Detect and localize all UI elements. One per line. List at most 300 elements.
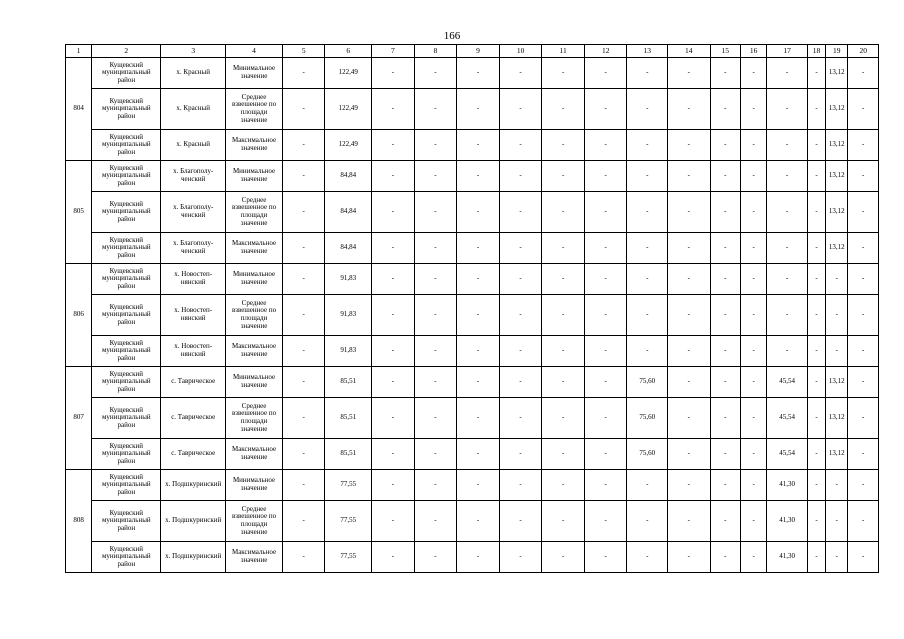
- empty-cell: -: [542, 542, 585, 573]
- value-cell: 13,12: [826, 130, 848, 161]
- settlement-cell: х. Благополу-ченский: [161, 233, 226, 264]
- empty-cell: -: [807, 130, 825, 161]
- empty-cell: -: [584, 58, 627, 89]
- value-cell: 84,84: [325, 161, 372, 192]
- value-cell: -: [826, 501, 848, 542]
- value-cell: -: [627, 295, 668, 336]
- empty-cell: -: [542, 58, 585, 89]
- empty-cell: -: [372, 130, 415, 161]
- empty-cell: -: [584, 542, 627, 573]
- value-cell: 75,60: [627, 367, 668, 398]
- empty-cell: -: [282, 264, 325, 295]
- empty-cell: -: [710, 336, 740, 367]
- empty-cell: -: [282, 161, 325, 192]
- row-number: 806: [66, 264, 92, 367]
- empty-cell: -: [668, 192, 711, 233]
- value-cell: -: [767, 161, 808, 192]
- empty-cell: -: [807, 233, 825, 264]
- value-cell: 85,51: [325, 398, 372, 439]
- value-cell: -: [767, 295, 808, 336]
- page-number: 166: [443, 30, 461, 42]
- empty-cell: -: [807, 264, 825, 295]
- district-cell: Кущевский муниципальный район: [92, 336, 161, 367]
- statistic-label: Минимальное значение: [226, 264, 283, 295]
- empty-cell: -: [414, 398, 457, 439]
- empty-cell: -: [372, 501, 415, 542]
- value-cell: 77,55: [325, 470, 372, 501]
- value-cell: 122,49: [325, 130, 372, 161]
- empty-cell: -: [710, 501, 740, 542]
- column-header: 18: [807, 45, 825, 58]
- empty-cell: -: [457, 501, 500, 542]
- row-number: 804: [66, 58, 92, 161]
- empty-cell: -: [848, 58, 879, 89]
- empty-cell: -: [668, 130, 711, 161]
- empty-cell: -: [457, 542, 500, 573]
- column-header: 13: [627, 45, 668, 58]
- empty-cell: -: [668, 58, 711, 89]
- empty-cell: -: [457, 398, 500, 439]
- value-cell: -: [767, 233, 808, 264]
- settlement-cell: х. Новостеп-нянский: [161, 336, 226, 367]
- empty-cell: -: [542, 192, 585, 233]
- value-cell: -: [767, 130, 808, 161]
- statistic-label: Максимальное значение: [226, 336, 283, 367]
- column-header: 12: [584, 45, 627, 58]
- empty-cell: -: [499, 398, 542, 439]
- empty-cell: -: [668, 264, 711, 295]
- empty-cell: -: [282, 336, 325, 367]
- row-number: 807: [66, 367, 92, 470]
- table-row: [66, 130, 879, 161]
- empty-cell: -: [499, 295, 542, 336]
- value-cell: -: [627, 130, 668, 161]
- empty-cell: -: [740, 336, 766, 367]
- empty-cell: -: [710, 542, 740, 573]
- empty-cell: -: [848, 130, 879, 161]
- value-cell: -: [627, 58, 668, 89]
- district-cell: Кущевский муниципальный район: [92, 89, 161, 130]
- value-cell: 41,30: [767, 542, 808, 573]
- empty-cell: -: [710, 264, 740, 295]
- empty-cell: -: [584, 439, 627, 470]
- district-cell: Кущевский муниципальный район: [92, 542, 161, 573]
- empty-cell: -: [372, 264, 415, 295]
- table-row: [66, 264, 879, 295]
- empty-cell: -: [668, 89, 711, 130]
- value-cell: 13,12: [826, 89, 848, 130]
- column-header: 16: [740, 45, 766, 58]
- statistic-label: Среднее взвешенное по площади значение: [226, 192, 283, 233]
- empty-cell: -: [414, 470, 457, 501]
- value-cell: 91,83: [325, 264, 372, 295]
- settlement-cell: х. Подшкуринский: [161, 470, 226, 501]
- empty-cell: -: [499, 233, 542, 264]
- empty-cell: -: [499, 336, 542, 367]
- value-cell: 45,54: [767, 398, 808, 439]
- empty-cell: -: [584, 233, 627, 264]
- value-cell: -: [767, 58, 808, 89]
- district-cell: Кущевский муниципальный район: [92, 264, 161, 295]
- empty-cell: -: [807, 58, 825, 89]
- settlement-cell: х. Благополу-ченский: [161, 161, 226, 192]
- empty-cell: -: [499, 161, 542, 192]
- empty-cell: -: [542, 501, 585, 542]
- statistic-label: Минимальное значение: [226, 58, 283, 89]
- empty-cell: -: [457, 470, 500, 501]
- value-cell: 85,51: [325, 367, 372, 398]
- table-row: [66, 501, 879, 542]
- empty-cell: -: [740, 439, 766, 470]
- column-header: 8: [414, 45, 457, 58]
- empty-cell: -: [282, 439, 325, 470]
- value-cell: 41,30: [767, 501, 808, 542]
- empty-cell: -: [584, 89, 627, 130]
- empty-cell: -: [499, 58, 542, 89]
- empty-cell: -: [414, 233, 457, 264]
- settlement-cell: с. Таврическое: [161, 367, 226, 398]
- district-cell: Кущевский муниципальный район: [92, 58, 161, 89]
- value-cell: -: [627, 542, 668, 573]
- district-cell: Кущевский муниципальный район: [92, 501, 161, 542]
- value-cell: 13,12: [826, 233, 848, 264]
- empty-cell: -: [848, 336, 879, 367]
- table-row: [66, 367, 879, 398]
- empty-cell: -: [414, 130, 457, 161]
- empty-cell: -: [710, 192, 740, 233]
- empty-cell: -: [457, 130, 500, 161]
- empty-cell: -: [499, 130, 542, 161]
- empty-cell: -: [848, 89, 879, 130]
- empty-cell: -: [740, 295, 766, 336]
- empty-cell: -: [499, 542, 542, 573]
- empty-cell: -: [282, 58, 325, 89]
- header-row: [66, 45, 879, 58]
- empty-cell: -: [807, 89, 825, 130]
- empty-cell: -: [414, 501, 457, 542]
- empty-cell: -: [414, 89, 457, 130]
- empty-cell: -: [372, 161, 415, 192]
- empty-cell: -: [807, 398, 825, 439]
- empty-cell: -: [584, 161, 627, 192]
- empty-cell: -: [848, 192, 879, 233]
- empty-cell: -: [457, 439, 500, 470]
- settlement-cell: х. Благополу-ченский: [161, 192, 226, 233]
- value-cell: 91,83: [325, 336, 372, 367]
- empty-cell: -: [414, 295, 457, 336]
- empty-cell: -: [584, 264, 627, 295]
- empty-cell: -: [372, 336, 415, 367]
- empty-cell: -: [499, 367, 542, 398]
- empty-cell: -: [499, 470, 542, 501]
- empty-cell: -: [848, 439, 879, 470]
- empty-cell: -: [807, 501, 825, 542]
- data-table: [65, 44, 879, 573]
- empty-cell: -: [414, 439, 457, 470]
- empty-cell: -: [372, 542, 415, 573]
- empty-cell: -: [542, 398, 585, 439]
- value-cell: -: [767, 192, 808, 233]
- empty-cell: -: [584, 130, 627, 161]
- empty-cell: -: [499, 439, 542, 470]
- value-cell: -: [826, 336, 848, 367]
- value-cell: -: [767, 336, 808, 367]
- value-cell: -: [627, 161, 668, 192]
- empty-cell: -: [372, 89, 415, 130]
- statistic-label: Максимальное значение: [226, 130, 283, 161]
- empty-cell: -: [414, 264, 457, 295]
- empty-cell: -: [372, 58, 415, 89]
- column-header: 20: [848, 45, 879, 58]
- column-header: 6: [325, 45, 372, 58]
- statistic-label: Среднее взвешенное по площади значение: [226, 501, 283, 542]
- statistic-label: Среднее взвешенное по площади значение: [226, 89, 283, 130]
- value-cell: -: [826, 264, 848, 295]
- value-cell: 45,54: [767, 439, 808, 470]
- empty-cell: -: [282, 367, 325, 398]
- empty-cell: -: [542, 336, 585, 367]
- empty-cell: -: [414, 192, 457, 233]
- value-cell: 85,51: [325, 439, 372, 470]
- table-row: [66, 295, 879, 336]
- empty-cell: -: [807, 542, 825, 573]
- empty-cell: -: [740, 264, 766, 295]
- empty-cell: -: [807, 295, 825, 336]
- empty-cell: -: [282, 130, 325, 161]
- empty-cell: -: [807, 470, 825, 501]
- empty-cell: -: [414, 161, 457, 192]
- table-row: [66, 336, 879, 367]
- empty-cell: -: [584, 501, 627, 542]
- empty-cell: -: [848, 295, 879, 336]
- settlement-cell: с. Таврическое: [161, 398, 226, 439]
- empty-cell: -: [710, 233, 740, 264]
- table-row: [66, 161, 879, 192]
- empty-cell: -: [282, 542, 325, 573]
- empty-cell: -: [372, 470, 415, 501]
- empty-cell: -: [457, 161, 500, 192]
- district-cell: Кущевский муниципальный район: [92, 130, 161, 161]
- district-cell: Кущевский муниципальный район: [92, 439, 161, 470]
- empty-cell: -: [710, 470, 740, 501]
- column-header: 1: [66, 45, 92, 58]
- empty-cell: -: [584, 192, 627, 233]
- statistic-label: Среднее взвешенное по площади значение: [226, 295, 283, 336]
- empty-cell: -: [740, 501, 766, 542]
- empty-cell: -: [372, 295, 415, 336]
- table-body: [66, 58, 879, 573]
- empty-cell: -: [710, 439, 740, 470]
- district-cell: Кущевский муниципальный район: [92, 192, 161, 233]
- value-cell: 75,60: [627, 398, 668, 439]
- empty-cell: -: [542, 295, 585, 336]
- value-cell: 77,55: [325, 542, 372, 573]
- empty-cell: -: [807, 161, 825, 192]
- column-header: 7: [372, 45, 415, 58]
- empty-cell: -: [740, 130, 766, 161]
- empty-cell: -: [372, 192, 415, 233]
- empty-cell: -: [668, 542, 711, 573]
- empty-cell: -: [414, 367, 457, 398]
- value-cell: -: [767, 264, 808, 295]
- column-header: 11: [542, 45, 585, 58]
- empty-cell: -: [499, 264, 542, 295]
- value-cell: 75,60: [627, 439, 668, 470]
- value-cell: -: [627, 264, 668, 295]
- empty-cell: -: [499, 501, 542, 542]
- district-cell: Кущевский муниципальный район: [92, 161, 161, 192]
- empty-cell: -: [499, 89, 542, 130]
- value-cell: 84,84: [325, 233, 372, 264]
- value-cell: -: [826, 542, 848, 573]
- empty-cell: -: [668, 398, 711, 439]
- settlement-cell: х. Красный: [161, 89, 226, 130]
- row-number: 805: [66, 161, 92, 264]
- empty-cell: -: [848, 367, 879, 398]
- statistic-label: Минимальное значение: [226, 470, 283, 501]
- empty-cell: -: [668, 161, 711, 192]
- empty-cell: -: [668, 439, 711, 470]
- empty-cell: -: [457, 367, 500, 398]
- empty-cell: -: [807, 439, 825, 470]
- settlement-cell: х. Подшкуринский: [161, 542, 226, 573]
- empty-cell: -: [740, 233, 766, 264]
- empty-cell: -: [848, 161, 879, 192]
- empty-cell: -: [584, 470, 627, 501]
- district-cell: Кущевский муниципальный район: [92, 470, 161, 501]
- value-cell: 77,55: [325, 501, 372, 542]
- row-number: 808: [66, 470, 92, 573]
- empty-cell: -: [542, 439, 585, 470]
- empty-cell: -: [848, 264, 879, 295]
- district-cell: Кущевский муниципальный район: [92, 295, 161, 336]
- statistic-label: Максимальное значение: [226, 233, 283, 264]
- empty-cell: -: [542, 130, 585, 161]
- empty-cell: -: [740, 470, 766, 501]
- empty-cell: -: [740, 89, 766, 130]
- value-cell: -: [627, 233, 668, 264]
- empty-cell: -: [542, 233, 585, 264]
- column-header: 19: [826, 45, 848, 58]
- empty-cell: -: [414, 58, 457, 89]
- empty-cell: -: [710, 89, 740, 130]
- settlement-cell: с. Таврическое: [161, 439, 226, 470]
- value-cell: -: [627, 470, 668, 501]
- empty-cell: -: [710, 398, 740, 439]
- empty-cell: -: [584, 336, 627, 367]
- empty-cell: -: [668, 233, 711, 264]
- column-header: 2: [92, 45, 161, 58]
- value-cell: -: [627, 89, 668, 130]
- statistic-label: Среднее взвешенное по площади значение: [226, 398, 283, 439]
- settlement-cell: х. Подшкуринский: [161, 501, 226, 542]
- empty-cell: -: [282, 470, 325, 501]
- empty-cell: -: [542, 367, 585, 398]
- empty-cell: -: [740, 398, 766, 439]
- empty-cell: -: [740, 367, 766, 398]
- empty-cell: -: [848, 501, 879, 542]
- empty-cell: -: [848, 233, 879, 264]
- empty-cell: -: [414, 542, 457, 573]
- value-cell: 13,12: [826, 439, 848, 470]
- column-header: 17: [767, 45, 808, 58]
- settlement-cell: х. Красный: [161, 130, 226, 161]
- value-cell: 13,12: [826, 367, 848, 398]
- column-header: 3: [161, 45, 226, 58]
- empty-cell: -: [542, 161, 585, 192]
- value-cell: -: [767, 89, 808, 130]
- empty-cell: -: [807, 336, 825, 367]
- empty-cell: -: [499, 192, 542, 233]
- empty-cell: -: [584, 367, 627, 398]
- empty-cell: -: [848, 470, 879, 501]
- table-row: [66, 470, 879, 501]
- empty-cell: -: [414, 336, 457, 367]
- empty-cell: -: [668, 501, 711, 542]
- statistic-label: Минимальное значение: [226, 161, 283, 192]
- value-cell: -: [826, 295, 848, 336]
- empty-cell: -: [282, 501, 325, 542]
- empty-cell: -: [740, 161, 766, 192]
- column-header: 9: [457, 45, 500, 58]
- value-cell: 41,30: [767, 470, 808, 501]
- empty-cell: -: [848, 542, 879, 573]
- column-header: 5: [282, 45, 325, 58]
- empty-cell: -: [282, 192, 325, 233]
- value-cell: 13,12: [826, 192, 848, 233]
- empty-cell: -: [848, 398, 879, 439]
- table-row: [66, 542, 879, 573]
- value-cell: 122,49: [325, 89, 372, 130]
- empty-cell: -: [584, 295, 627, 336]
- empty-cell: -: [710, 295, 740, 336]
- district-cell: Кущевский муниципальный район: [92, 233, 161, 264]
- empty-cell: -: [668, 367, 711, 398]
- empty-cell: -: [457, 295, 500, 336]
- empty-cell: -: [457, 264, 500, 295]
- column-header: 4: [226, 45, 283, 58]
- empty-cell: -: [372, 233, 415, 264]
- statistic-label: Максимальное значение: [226, 542, 283, 573]
- empty-cell: -: [740, 58, 766, 89]
- empty-cell: -: [542, 470, 585, 501]
- empty-cell: -: [710, 58, 740, 89]
- empty-cell: -: [372, 367, 415, 398]
- value-cell: 13,12: [826, 58, 848, 89]
- empty-cell: -: [740, 192, 766, 233]
- empty-cell: -: [668, 470, 711, 501]
- empty-cell: -: [710, 161, 740, 192]
- table-row: [66, 192, 879, 233]
- district-cell: Кущевский муниципальный район: [92, 398, 161, 439]
- value-cell: 84,84: [325, 192, 372, 233]
- empty-cell: -: [807, 192, 825, 233]
- value-cell: -: [627, 336, 668, 367]
- empty-cell: -: [542, 264, 585, 295]
- value-cell: 13,12: [826, 161, 848, 192]
- value-cell: 13,12: [826, 398, 848, 439]
- empty-cell: -: [710, 130, 740, 161]
- empty-cell: -: [584, 398, 627, 439]
- settlement-cell: х. Новостеп-нянский: [161, 264, 226, 295]
- value-cell: 122,49: [325, 58, 372, 89]
- value-cell: -: [826, 470, 848, 501]
- empty-cell: -: [282, 398, 325, 439]
- table-row: [66, 58, 879, 89]
- empty-cell: -: [668, 295, 711, 336]
- empty-cell: -: [457, 89, 500, 130]
- column-header: 14: [668, 45, 711, 58]
